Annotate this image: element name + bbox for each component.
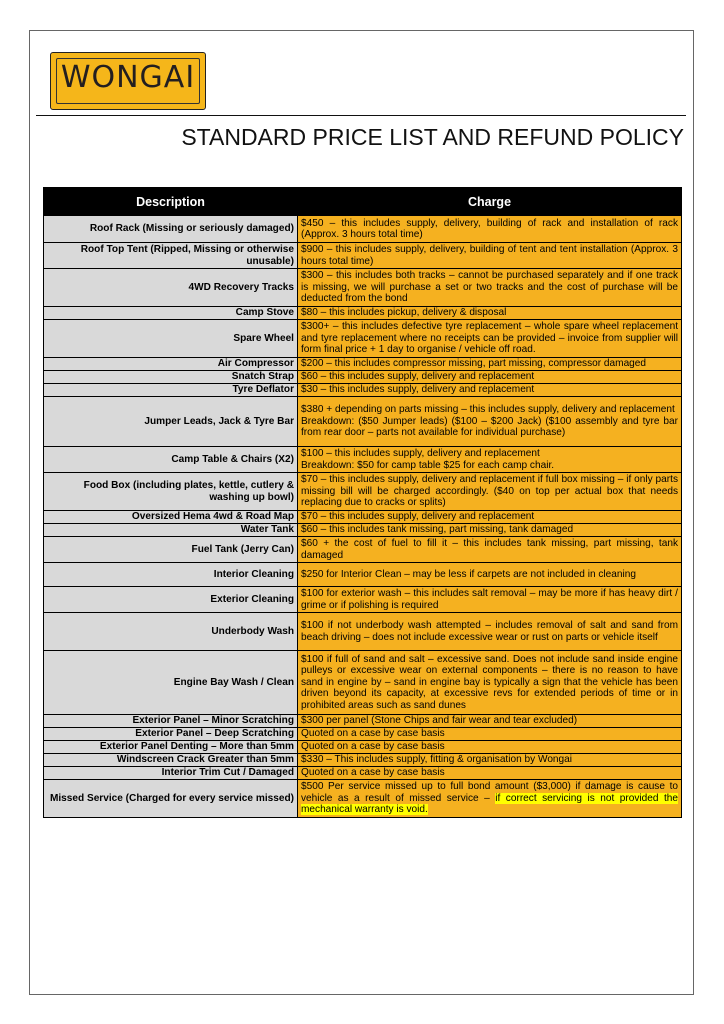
table-row: [44, 715, 682, 728]
row-charge: $80 – this includes pickup, delivery & disposal: [298, 307, 682, 320]
row-description: Oversized Hema 4wd & Road Map: [44, 511, 298, 524]
table-row: [44, 780, 682, 818]
table-row: [44, 767, 682, 780]
table-row: [44, 397, 682, 447]
row-description: Interior Trim Cut / Damaged: [44, 767, 298, 780]
row-description: Tyre Deflator: [44, 384, 298, 397]
table-row: [44, 537, 682, 563]
header-charge: Charge: [298, 188, 682, 216]
table-row: [44, 613, 682, 651]
row-charge: $300+ – this includes defective tyre replacement – whole spare wheel replacement and tyre replacement where no receipts can be provided – invoice from supplier will form final price + 1 day to organise / vehicle off road.: [298, 320, 682, 358]
row-charge: $330 – This includes supply, fitting & organisation by Wongai: [298, 754, 682, 767]
row-charge: $900 – this includes supply, delivery, building of tent and tent installation (Approx. 3 hours total time): [298, 243, 682, 269]
price-table: [43, 187, 682, 818]
header-description: Description: [44, 188, 298, 216]
table-row: [44, 307, 682, 320]
logo-text: WONGAI: [60, 60, 196, 95]
table-header-row: [44, 188, 682, 216]
row-description: Exterior Cleaning: [44, 587, 298, 613]
charge-text: $100 – this includes supply, delivery and replacement: [301, 448, 540, 460]
row-description: Roof Top Tent (Ripped, Missing or otherwise unusable): [44, 243, 298, 269]
row-charge: $100 if not underbody wash attempted – includes removal of salt and sand from beach driving – does not include excessive wear or rust on parts or vehicle itself: [298, 613, 682, 651]
row-charge: $300 per panel (Stone Chips and fair wear and tear excluded): [298, 715, 682, 728]
table-row: [44, 473, 682, 511]
table-row: [44, 371, 682, 384]
row-description: Water Tank: [44, 524, 298, 537]
table-row: [44, 243, 682, 269]
row-charge: $250 for Interior Clean – may be less if carpets are not included in cleaning: [298, 563, 682, 587]
row-charge: $200 – this includes compressor missing, part missing, compressor damaged: [298, 358, 682, 371]
table-row: [44, 587, 682, 613]
row-charge: $30 – this includes supply, delivery and replacement: [298, 384, 682, 397]
table-row: [44, 651, 682, 715]
row-description: Windscreen Crack Greater than 5mm: [44, 754, 298, 767]
row-charge: $100 for exterior wash – this includes salt removal – may be more if has heavy dirt / grime or if polishing is required: [298, 587, 682, 613]
row-description: Missed Service (Charged for every service missed): [44, 780, 298, 818]
table-row: [44, 358, 682, 371]
row-description: Camp Stove: [44, 307, 298, 320]
charge-breakdown: Breakdown: $50 for camp table $25 for each camp chair.: [301, 459, 555, 471]
table-row: [44, 754, 682, 767]
row-charge: [298, 447, 682, 473]
highlighted-warranty-note: if correct servicing is not provided the mechanical warranty is void.: [301, 792, 678, 816]
row-description: Engine Bay Wash / Clean: [44, 651, 298, 715]
charge-breakdown: Breakdown: ($50 Jumper leads) ($100 – $200 Jack) ($100 assembly and tyre bar from rear door – parts not available for individual purchase): [301, 415, 678, 439]
table-row: [44, 741, 682, 754]
row-charge: [298, 780, 682, 818]
row-description: Food Box (including plates, kettle, cutlery & washing up bowl): [44, 473, 298, 511]
row-charge: Quoted on a case by case basis: [298, 767, 682, 780]
charge-text: $500 Per service missed up to full bond amount ($3,000) if damage is cause to vehicle as a result of missed service –: [301, 781, 678, 804]
row-charge: $70 – this includes supply, delivery and replacement: [298, 511, 682, 524]
row-description: Exterior Panel – Deep Scratching: [44, 728, 298, 741]
row-charge: $60 + the cost of fuel to fill it – this includes tank missing, part missing, tank damaged: [298, 537, 682, 563]
table-row: [44, 563, 682, 587]
table-row: [44, 447, 682, 473]
table-row: [44, 384, 682, 397]
row-description: Underbody Wash: [44, 613, 298, 651]
row-description: Camp Table & Chairs (X2): [44, 447, 298, 473]
row-description: Snatch Strap: [44, 371, 298, 384]
row-charge: $450 – this includes supply, delivery, building of rack and installation of rack (Approx. 3 hours total time): [298, 216, 682, 243]
row-charge: Quoted on a case by case basis: [298, 728, 682, 741]
row-description: Air Compressor: [44, 358, 298, 371]
row-charge: [298, 397, 682, 447]
charge-text: $380 + depending on parts missing – this includes supply, delivery and replacement: [301, 404, 675, 416]
table-row: [44, 511, 682, 524]
row-charge: $300 – this includes both tracks – cannot be purchased separately and if one track is missing, we will purchase a set or two tracks and the cost of purchase will be deducted from the bond: [298, 269, 682, 307]
row-charge: $60 – this includes tank missing, part missing, tank damaged: [298, 524, 682, 537]
wongai-logo: [50, 52, 206, 110]
table-row: [44, 524, 682, 537]
row-description: 4WD Recovery Tracks: [44, 269, 298, 307]
table-row: [44, 320, 682, 358]
row-charge: $100 if full of sand and salt – excessive sand. Does not include sand inside engine pulleys or excessive wear on external components – there is no reason to have sand in engine by – sand in engine bay is typically a sign that the vehicle has been driven beyond its capacity, at excessive revs for extended periods of time or in prohibited areas such as sand dunes: [298, 651, 682, 715]
row-description: Fuel Tank (Jerry Can): [44, 537, 298, 563]
row-description: Jumper Leads, Jack & Tyre Bar: [44, 397, 298, 447]
row-charge: $70 – this includes supply, delivery and replacement if full box missing – if only parts missing bill will be charged accordingly. ($40 on top per actual box that needs replacing due to cracks or splits): [298, 473, 682, 511]
row-description: Spare Wheel: [44, 320, 298, 358]
table-row: [44, 269, 682, 307]
row-description: Roof Rack (Missing or seriously damaged): [44, 216, 298, 243]
row-description: Interior Cleaning: [44, 563, 298, 587]
page-title: STANDARD PRICE LIST AND REFUND POLICY: [181, 124, 684, 150]
row-charge: $60 – this includes supply, delivery and replacement: [298, 371, 682, 384]
row-charge: Quoted on a case by case basis: [298, 741, 682, 754]
row-description: Exterior Panel Denting – More than 5mm: [44, 741, 298, 754]
table-row: [44, 216, 682, 243]
header-rule: [36, 115, 686, 116]
table-row: [44, 728, 682, 741]
row-description: Exterior Panel – Minor Scratching: [44, 715, 298, 728]
